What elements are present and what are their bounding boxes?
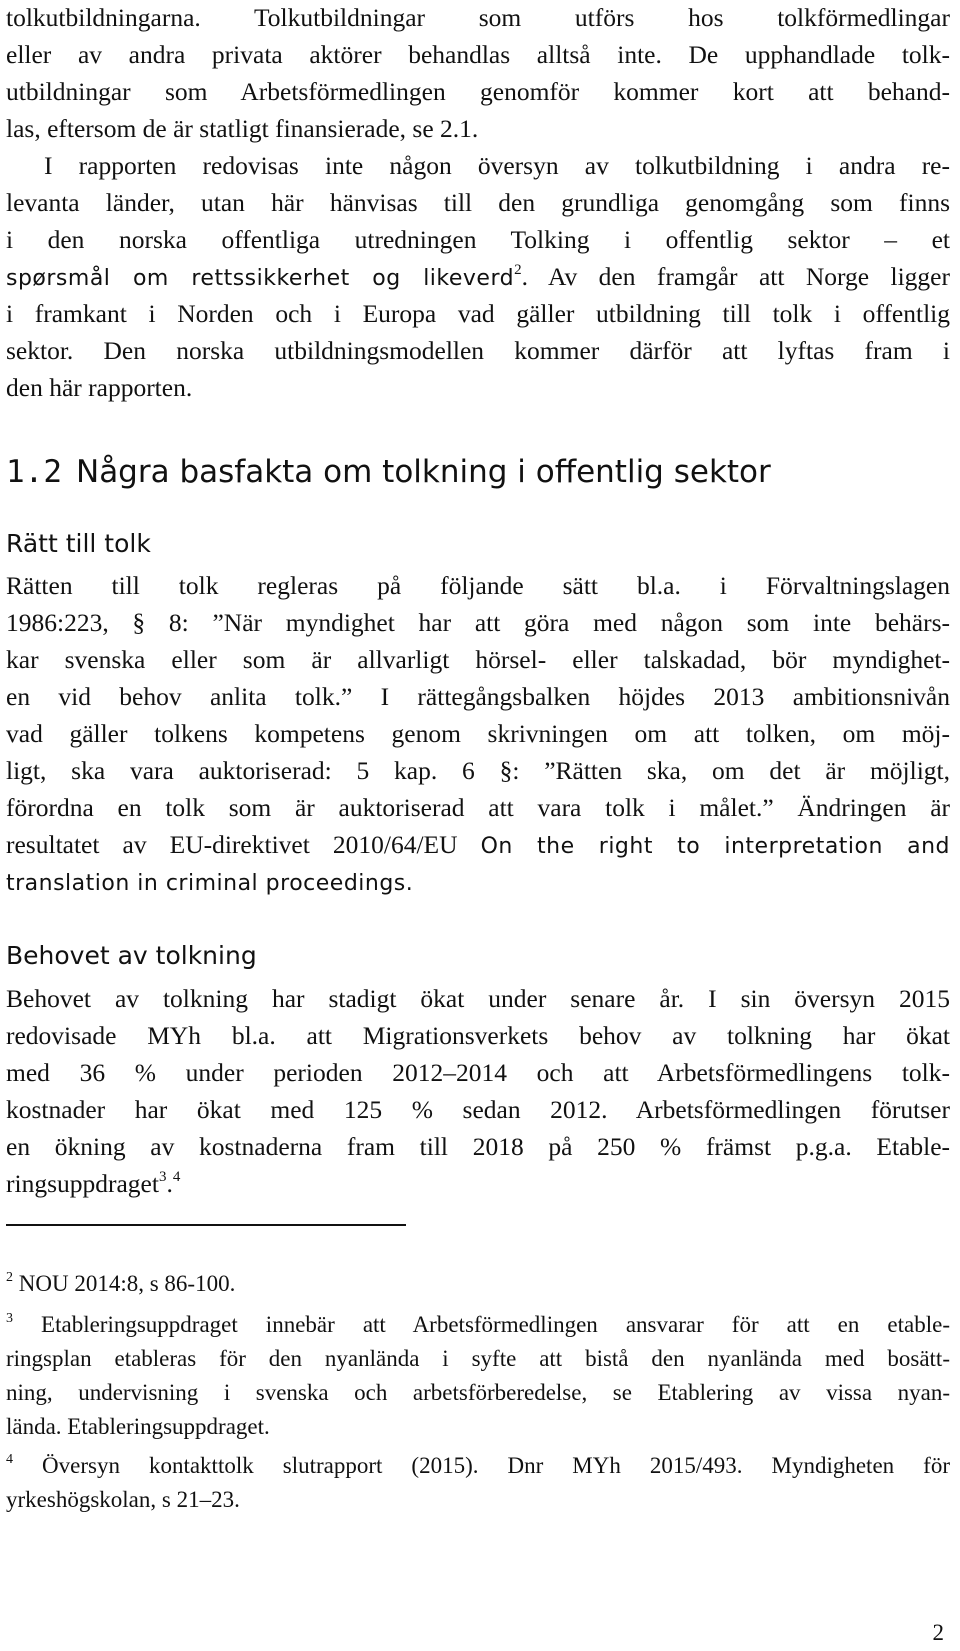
section-heading: [6, 452, 771, 492]
sub1-line: kar svenska eller som är allvarligt hörsel- eller talskadad, bör myndighet-: [6, 645, 950, 674]
sub1-line: [6, 864, 950, 902]
sub2-line: kostnader har ökat med 125 % sedan 2012. Arbetsförmedlingen förutser: [6, 1095, 950, 1124]
footnote-separator: [6, 1224, 406, 1226]
sub1-line: en vid behov anlita tolk.” I rättegångsbalken höjdes 2013 ambitionsnivån: [6, 682, 950, 711]
subheading-ratt-till-tolk: Rätt till tolk: [6, 529, 151, 558]
footnote-text: NOU 2014:8, s 86-100.: [18, 1271, 236, 1296]
sub2-line: [6, 1166, 950, 1202]
sub1-line: ligt, ska vara auktoriserad: 5 kap. 6 §: ”Rätten ska, om det är möjligt,: [6, 756, 950, 785]
para2-line: levanta länder, utan här hänvisas till den grundliga genomgång som finns: [6, 188, 950, 217]
section-title: Några basfakta om tolkning i offentlig sektor: [76, 454, 771, 490]
norwegian-title-part: spørsmål om rettssikkerhet og likeverd: [6, 266, 515, 291]
footnote-ref-2: 2: [514, 262, 522, 278]
para2-text: . Av den framgår att Norge ligger: [521, 262, 950, 291]
para2-line: i framkant i Norden och i Europa vad gäller utbildning till tolk i offentlig: [6, 299, 950, 328]
para2-line: i den norska offentliga utredningen Tolking i offentlig sektor – et: [6, 225, 950, 254]
para1-line: eller av andra privata aktörer behandlas alltså inte. De upphandlade tolk-: [6, 40, 950, 69]
sub2-text: .: [166, 1169, 173, 1198]
sub1-line: [6, 827, 950, 865]
sub1-line: vad gäller tolkens kompetens genom skrivningen om att tolken, om möj-: [6, 719, 950, 748]
page-number: 2: [932, 1620, 944, 1645]
footnote-text: Etableringsuppdraget innebär att Arbetsförmedlingen ansvarar för att en etable-: [41, 1312, 950, 1337]
sub1-line: förordna en tolk som är auktoriserad att vara tolk i målet.” Ändringen är: [6, 793, 950, 822]
para1-line: tolkutbildningarna. Tolkutbildningar som utförs hos tolkförmedlingar: [6, 3, 950, 32]
footnote-3-line: ringsplan etableras för den nyanlända i syfte att bistå den nyanlända med bosätt-: [6, 1346, 950, 1371]
footnote-4-line: [6, 1450, 950, 1482]
footnote-number: 3: [6, 1311, 13, 1326]
section-number: 1.2: [6, 454, 62, 490]
sub2-line: en ökning av kostnaderna fram till 2018 på 250 % främst p.g.a. Etable-: [6, 1132, 950, 1161]
para1-line: las, eftersom de är statligt finansierade, se 2.1.: [6, 114, 479, 143]
directive-title-part: translation in criminal proceedings.: [6, 871, 414, 896]
footnote-number: 2: [6, 1270, 13, 1285]
para1-line: utbildningar som Arbetsförmedlingen genomför kommer kort att behand-: [6, 77, 950, 106]
subheading-behovet-av-tolkning: Behovet av tolkning: [6, 941, 257, 970]
sub2-text: ringsuppdraget: [6, 1169, 159, 1198]
directive-title-part: On the right to interpretation and: [480, 834, 950, 859]
footnote-ref-4: 4: [172, 1169, 181, 1185]
para2-line: [6, 259, 950, 297]
footnote-3-line: lända. Etableringsuppdraget.: [6, 1414, 270, 1439]
footnote-text: Översyn kontakttolk slutrapport (2015). Dnr MYh 2015/493. Myndigheten för: [42, 1453, 950, 1478]
footnote-3-line: [6, 1309, 950, 1341]
footnote-3-line: ning, undervisning i svenska och arbetsförberedelse, se Etablering av vissa nyan-: [6, 1380, 950, 1405]
sub1-line: Rätten till tolk regleras på följande sätt bl.a. i Förvaltningslagen: [6, 571, 950, 600]
para2-line: sektor. Den norska utbildningsmodellen kommer därför att lyftas fram i: [6, 336, 950, 365]
footnote-number: 4: [6, 1452, 13, 1467]
para2-line: I rapporten redovisas inte någon översyn av tolkutbildning i andra re-: [44, 151, 950, 180]
footnote-4-line: yrkeshögskolan, s 21–23.: [6, 1487, 240, 1512]
sub1-text: resultatet av EU-direktivet 2010/64/EU: [6, 830, 481, 859]
sub2-line: Behovet av tolkning har stadigt ökat under senare år. I sin översyn 2015: [6, 984, 950, 1013]
para2-line: den här rapporten.: [6, 373, 193, 402]
footnote-2: [6, 1268, 950, 1300]
sub2-line: med 36 % under perioden 2012–2014 och att Arbetsförmedlingens tolk-: [6, 1058, 950, 1087]
sub1-line: 1986:223, § 8: ”När myndighet har att göra med någon som inte behärs-: [6, 608, 950, 637]
footnote-ref-3: 3: [158, 1169, 167, 1185]
sub2-line: redovisade MYh bl.a. att Migrationsverkets behov av tolkning har ökat: [6, 1021, 950, 1050]
